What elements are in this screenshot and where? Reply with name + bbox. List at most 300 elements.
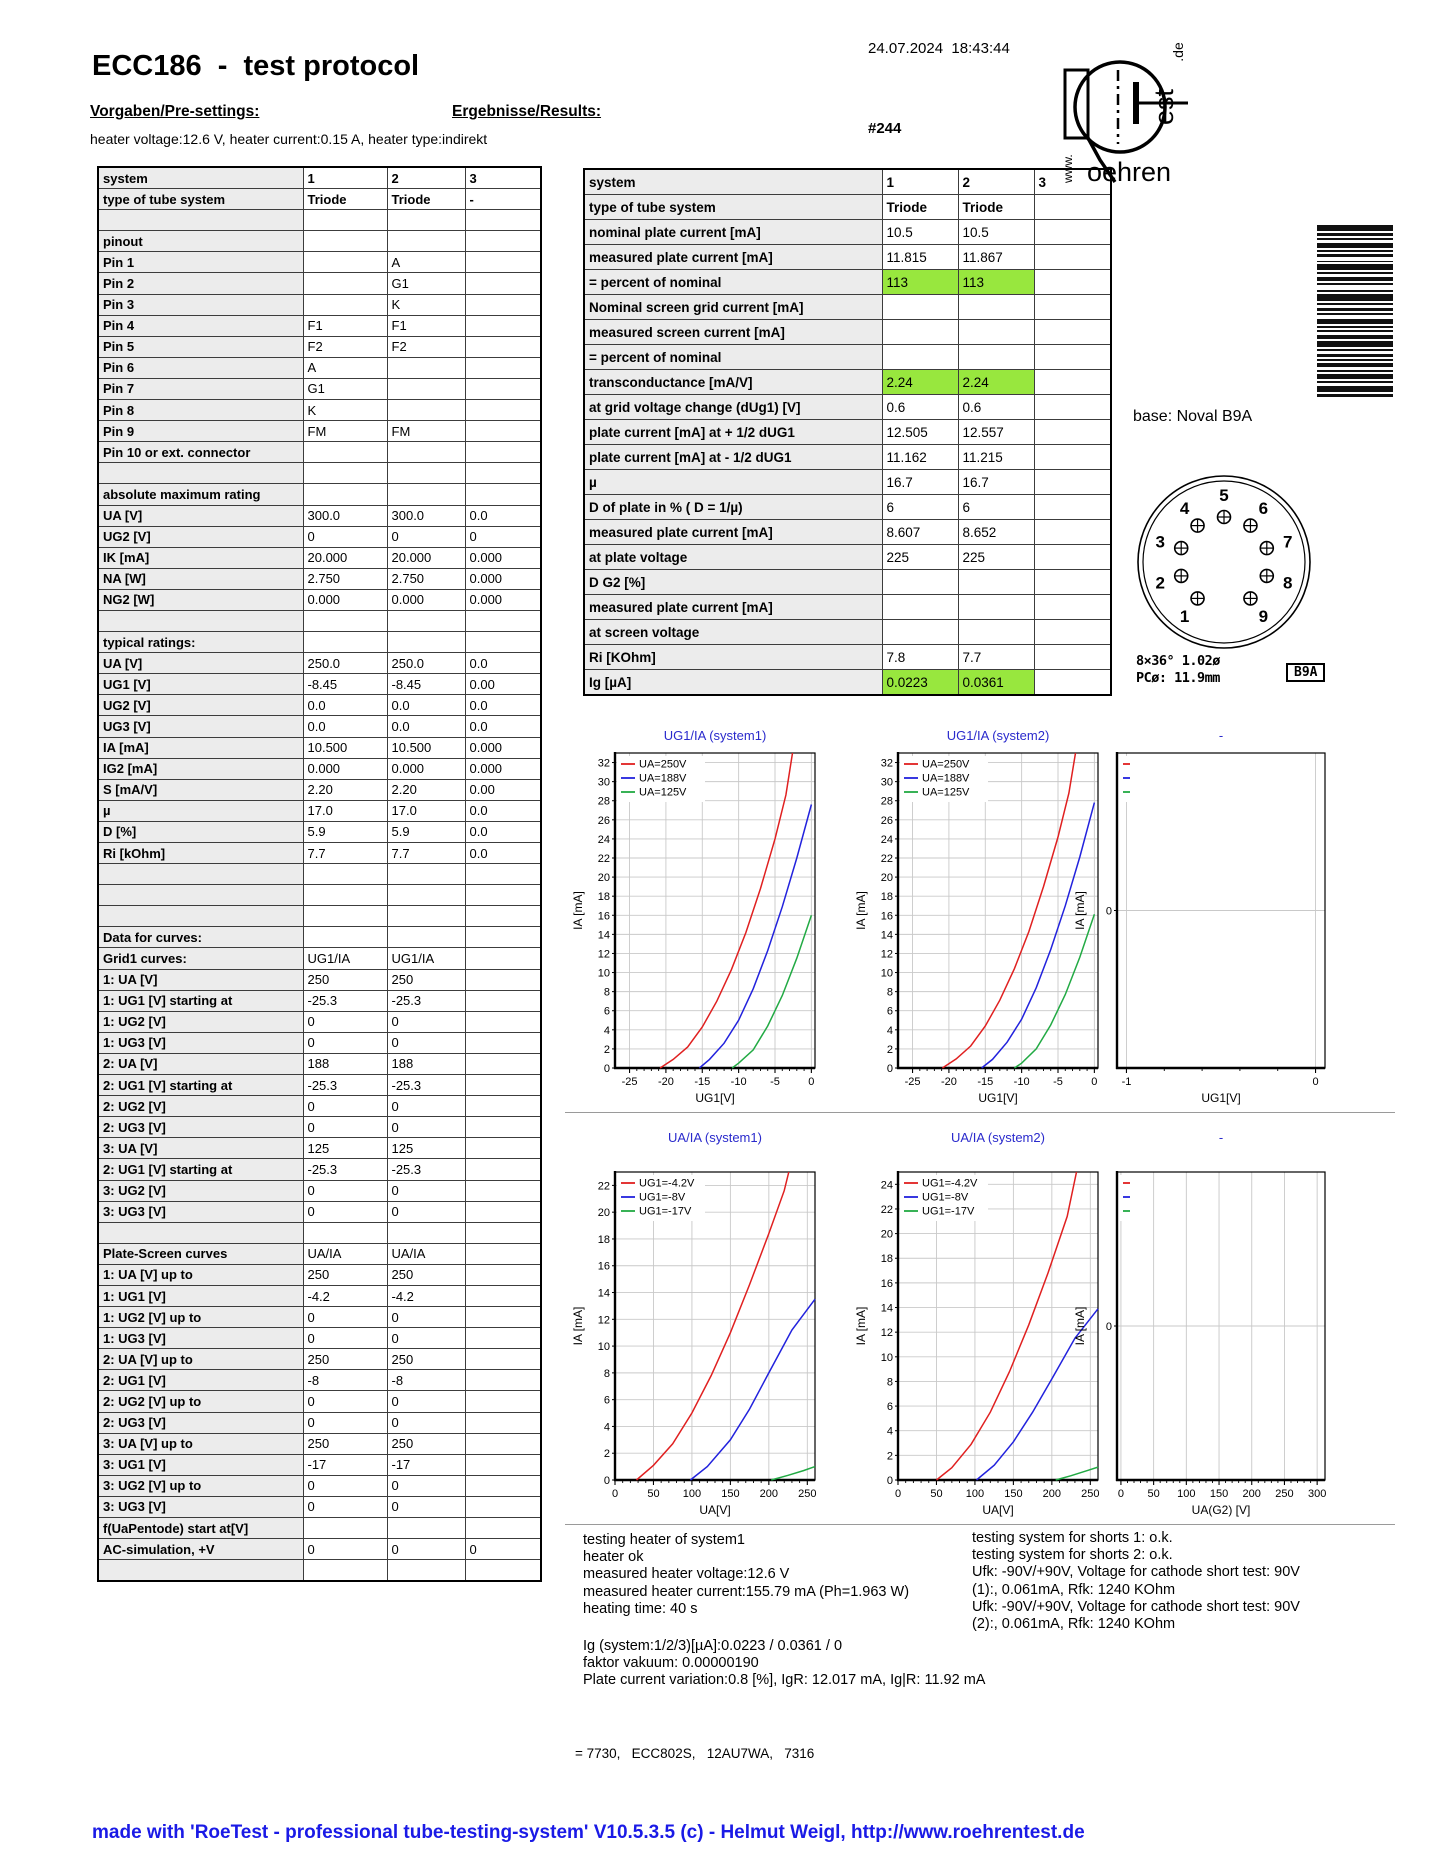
label-cell: 2: UG3 [V] bbox=[98, 1117, 303, 1138]
table-row bbox=[98, 1201, 541, 1222]
y-tick-label: 12 bbox=[597, 948, 610, 961]
y-tick-label: 14 bbox=[597, 1287, 610, 1300]
y-axis-label: IA [mA] bbox=[854, 1306, 868, 1346]
value-cell: Triode bbox=[958, 195, 1034, 220]
value-cell: Triode bbox=[303, 189, 387, 210]
value-cell bbox=[882, 345, 958, 370]
value-cell: 188 bbox=[303, 1053, 387, 1074]
label-cell: = percent of nominal bbox=[584, 345, 882, 370]
value-cell bbox=[465, 969, 541, 990]
text-line: Ufk: -90V/+90V, Voltage for cathode short test: 90V bbox=[972, 1564, 1300, 1581]
y-tick-label: 24 bbox=[597, 833, 610, 846]
value-cell: 2.750 bbox=[303, 568, 387, 589]
value-cell: 0.0 bbox=[465, 821, 541, 842]
pin-number: 4 bbox=[1179, 498, 1190, 518]
value-cell bbox=[958, 295, 1034, 320]
value-cell bbox=[882, 570, 958, 595]
label-cell: 1: UA [V] up to bbox=[98, 1264, 303, 1285]
table-row bbox=[98, 463, 541, 484]
value-cell: 0.0223 bbox=[882, 670, 958, 696]
value-cell bbox=[1034, 445, 1111, 470]
heater-settings-line: heater voltage:12.6 V, heater current:0.15 A, heater type:indirekt bbox=[90, 131, 488, 147]
value-cell: 0 bbox=[387, 1412, 465, 1433]
y-tick-label: 4 bbox=[603, 1024, 610, 1037]
value-cell: 0.0 bbox=[387, 716, 465, 737]
value-cell: A bbox=[303, 357, 387, 378]
value-cell bbox=[303, 1222, 387, 1243]
value-cell: 0 bbox=[303, 1412, 387, 1433]
chart-empty-system3-grid bbox=[1072, 726, 1342, 1121]
value-cell bbox=[465, 864, 541, 885]
value-cell bbox=[303, 927, 387, 948]
value-cell bbox=[465, 610, 541, 631]
label-cell bbox=[98, 463, 303, 484]
table-row bbox=[98, 1349, 541, 1370]
value-cell: 0 bbox=[303, 1328, 387, 1349]
legend-label: UG1=-8V bbox=[639, 1191, 686, 1204]
label-cell: Grid1 curves: bbox=[98, 948, 303, 969]
text-line: Ufk: -90V/+90V, Voltage for cathode short test: 90V bbox=[972, 1598, 1300, 1615]
y-tick-label: 10 bbox=[880, 967, 893, 980]
table-row bbox=[98, 1475, 541, 1496]
value-cell bbox=[465, 885, 541, 906]
value-cell: 5.9 bbox=[387, 821, 465, 842]
table-row bbox=[98, 1159, 541, 1180]
label-cell bbox=[98, 610, 303, 631]
table-row bbox=[98, 927, 541, 948]
label-cell: absolute maximum rating bbox=[98, 484, 303, 505]
chart-svg bbox=[570, 726, 830, 1116]
value-cell bbox=[465, 1032, 541, 1053]
y-tick-label: 22 bbox=[597, 853, 610, 865]
socket-caption-line1: 8×36° 1.02ø bbox=[1136, 653, 1220, 669]
label-cell: Pin 4 bbox=[98, 315, 303, 336]
label-cell: 3: UA [V] up to bbox=[98, 1433, 303, 1454]
y-tick-label: 16 bbox=[597, 1260, 610, 1273]
value-cell: 0.0 bbox=[303, 716, 387, 737]
x-tick-label: -5 bbox=[770, 1076, 780, 1088]
label-cell: 1: UG1 [V] bbox=[98, 1285, 303, 1306]
value-cell bbox=[1034, 220, 1111, 245]
value-cell: 0 bbox=[387, 1032, 465, 1053]
value-cell bbox=[303, 231, 387, 252]
chart-ua-ia-system1 bbox=[570, 1128, 830, 1528]
legend-label: UG1=-17V bbox=[639, 1205, 692, 1218]
value-cell bbox=[465, 484, 541, 505]
label-cell: Pin 8 bbox=[98, 400, 303, 421]
value-cell bbox=[387, 210, 465, 231]
x-tick-label: 0 bbox=[611, 1488, 619, 1500]
value-cell: 0.000 bbox=[303, 589, 387, 610]
x-tick-label: 100 bbox=[965, 1488, 985, 1500]
x-axis-label: UA[V] bbox=[699, 1503, 731, 1517]
value-cell bbox=[465, 1307, 541, 1328]
y-tick-label: 0 bbox=[603, 1063, 610, 1075]
value-cell: 0 bbox=[303, 1475, 387, 1496]
value-cell bbox=[387, 632, 465, 653]
table-row bbox=[98, 674, 541, 695]
value-cell bbox=[1034, 620, 1111, 645]
value-cell: 0.6 bbox=[958, 395, 1034, 420]
legend-label: UA=125V bbox=[922, 786, 970, 799]
label-cell: 2: UG2 [V] bbox=[98, 1096, 303, 1117]
table-row bbox=[98, 1011, 541, 1032]
label-cell: µ bbox=[584, 470, 882, 495]
table-row bbox=[584, 195, 1111, 220]
value-cell bbox=[958, 345, 1034, 370]
value-cell: -8.45 bbox=[387, 674, 465, 695]
value-cell bbox=[465, 1518, 541, 1539]
table-row bbox=[98, 1539, 541, 1560]
label-cell: measured plate current [mA] bbox=[584, 245, 882, 270]
x-tick-label: 250 bbox=[1275, 1488, 1294, 1500]
table-row bbox=[584, 245, 1111, 270]
y-tick-label: 6 bbox=[603, 1394, 610, 1407]
label-cell: Ri [kOhm] bbox=[98, 843, 303, 864]
value-cell bbox=[465, 1011, 541, 1032]
label-cell: Data for curves: bbox=[98, 927, 303, 948]
value-cell: 0.00 bbox=[465, 674, 541, 695]
y-tick-label: 26 bbox=[880, 814, 893, 827]
value-cell bbox=[465, 210, 541, 231]
value-cell: -17 bbox=[387, 1454, 465, 1475]
y-tick-label: 0 bbox=[886, 1475, 893, 1487]
value-cell: Triode bbox=[387, 189, 465, 210]
value-cell bbox=[465, 1096, 541, 1117]
value-cell bbox=[958, 620, 1034, 645]
value-cell: -25.3 bbox=[387, 1075, 465, 1096]
label-cell: 1: UG2 [V] up to bbox=[98, 1307, 303, 1328]
value-cell bbox=[465, 357, 541, 378]
y-tick-label: 2 bbox=[603, 1448, 610, 1461]
x-tick-label: 0 bbox=[894, 1488, 902, 1500]
label-cell: system bbox=[98, 167, 303, 189]
value-cell bbox=[387, 357, 465, 378]
value-cell: 20.000 bbox=[387, 547, 465, 568]
value-cell: 0 bbox=[387, 1328, 465, 1349]
value-cell: Triode bbox=[882, 195, 958, 220]
label-cell bbox=[98, 1560, 303, 1582]
value-cell: 225 bbox=[882, 545, 958, 570]
legend-label: UA=188V bbox=[639, 772, 687, 785]
value-cell: 0.000 bbox=[465, 547, 541, 568]
table-row bbox=[584, 645, 1111, 670]
value-cell bbox=[303, 210, 387, 231]
table-row bbox=[98, 906, 541, 927]
value-cell: UA/IA bbox=[387, 1243, 465, 1264]
value-cell: 0.000 bbox=[387, 589, 465, 610]
table-row bbox=[98, 695, 541, 716]
value-cell: 3 bbox=[1034, 169, 1111, 195]
table-row bbox=[584, 169, 1111, 195]
y-axis-label: IA [mA] bbox=[571, 891, 585, 930]
value-cell bbox=[1034, 395, 1111, 420]
value-cell: FM bbox=[387, 421, 465, 442]
label-cell: µ bbox=[98, 800, 303, 821]
value-cell: G1 bbox=[303, 378, 387, 399]
footer-credit: made with 'RoeTest - professional tube-testing-system' V10.5.3.5 (c) - Helmut Weigl, http://www.roehrentest.de bbox=[92, 1822, 1085, 1843]
table-row bbox=[98, 1053, 541, 1074]
label-cell: 2: UA [V] bbox=[98, 1053, 303, 1074]
text-line: Ig (system:1/2/3)[µA]:0.0223 / 0.0361 / 0 bbox=[583, 1638, 843, 1654]
y-tick-label: 14 bbox=[880, 1302, 893, 1315]
table-row bbox=[98, 1138, 541, 1159]
value-cell bbox=[1034, 520, 1111, 545]
table-row bbox=[98, 843, 541, 864]
value-cell: -25.3 bbox=[303, 1159, 387, 1180]
y-tick-label: 22 bbox=[880, 853, 893, 865]
table-row bbox=[98, 1222, 541, 1243]
value-cell: 2.20 bbox=[387, 779, 465, 800]
value-cell bbox=[387, 378, 465, 399]
value-cell: F2 bbox=[387, 336, 465, 357]
value-cell: 0.0 bbox=[465, 843, 541, 864]
y-tick-label: 8 bbox=[603, 986, 610, 999]
table-row bbox=[98, 400, 541, 421]
value-cell bbox=[387, 463, 465, 484]
y-tick-label: 24 bbox=[880, 833, 893, 846]
label-cell: 1: UG3 [V] bbox=[98, 1328, 303, 1349]
value-cell: 7.7 bbox=[303, 843, 387, 864]
label-cell bbox=[98, 906, 303, 927]
table-row bbox=[98, 948, 541, 969]
value-cell: UA/IA bbox=[303, 1243, 387, 1264]
value-cell bbox=[465, 1560, 541, 1582]
table-row bbox=[98, 1075, 541, 1096]
table-row bbox=[98, 589, 541, 610]
value-cell bbox=[465, 990, 541, 1011]
value-cell: 0 bbox=[303, 1011, 387, 1032]
value-cell: UG1/IA bbox=[387, 948, 465, 969]
table-row bbox=[98, 1243, 541, 1264]
value-cell: 0.0 bbox=[465, 716, 541, 737]
y-tick-label: 10 bbox=[597, 1341, 610, 1354]
chart-title: UA/IA (system2) bbox=[951, 1130, 1045, 1145]
value-cell: 0.6 bbox=[882, 395, 958, 420]
value-cell: 250 bbox=[387, 969, 465, 990]
legend-label: UA=250V bbox=[639, 758, 687, 771]
x-tick-label: 0 bbox=[1091, 1076, 1098, 1088]
y-tick-label: 28 bbox=[880, 795, 893, 808]
label-cell: UG3 [V] bbox=[98, 716, 303, 737]
table-row bbox=[98, 273, 541, 294]
value-cell bbox=[465, 1454, 541, 1475]
table-row bbox=[98, 294, 541, 315]
table-row bbox=[98, 653, 541, 674]
value-cell bbox=[882, 620, 958, 645]
text-line: testing system for shorts 2: o.k. bbox=[972, 1547, 1173, 1564]
value-cell: 0.0361 bbox=[958, 670, 1034, 696]
x-tick-label: 100 bbox=[1177, 1488, 1196, 1500]
value-cell bbox=[1034, 595, 1111, 620]
label-cell: at plate voltage bbox=[584, 545, 882, 570]
value-cell: 250 bbox=[387, 1349, 465, 1370]
label-cell: nominal plate current [mA] bbox=[584, 220, 882, 245]
value-cell bbox=[387, 610, 465, 631]
value-cell: 2 bbox=[387, 167, 465, 189]
label-cell bbox=[98, 885, 303, 906]
label-cell: 1: UG3 [V] bbox=[98, 1032, 303, 1053]
table-row bbox=[98, 526, 541, 547]
table-row bbox=[584, 370, 1111, 395]
value-cell bbox=[1034, 320, 1111, 345]
logo-de-text: .de bbox=[1170, 42, 1186, 62]
equivalent-tubes-line: = 7730, ECC802S, 12AU7WA, 7316 bbox=[575, 1746, 815, 1761]
table-row bbox=[98, 1285, 541, 1306]
table-row bbox=[584, 495, 1111, 520]
label-cell: Pin 7 bbox=[98, 378, 303, 399]
value-cell: 10.5 bbox=[958, 220, 1034, 245]
value-cell bbox=[1034, 345, 1111, 370]
value-cell: 0.000 bbox=[387, 758, 465, 779]
table-row bbox=[98, 357, 541, 378]
value-cell bbox=[465, 442, 541, 463]
y-tick-label: 20 bbox=[597, 872, 610, 885]
value-cell bbox=[387, 864, 465, 885]
label-cell: Pin 1 bbox=[98, 252, 303, 273]
label-cell: NA [W] bbox=[98, 568, 303, 589]
logo-oehren-text: oehren bbox=[1087, 157, 1172, 187]
value-cell: 300.0 bbox=[387, 505, 465, 526]
table-row bbox=[98, 737, 541, 758]
x-tick-label: 50 bbox=[647, 1488, 660, 1500]
y-tick-label: 6 bbox=[886, 1401, 893, 1414]
value-cell: 113 bbox=[958, 270, 1034, 295]
series-line bbox=[699, 805, 811, 1069]
value-cell bbox=[387, 400, 465, 421]
value-cell: -17 bbox=[303, 1454, 387, 1475]
value-cell: 11.162 bbox=[882, 445, 958, 470]
chart-title: UA/IA (system1) bbox=[668, 1130, 762, 1145]
x-tick-label: 250 bbox=[798, 1488, 817, 1500]
y-tick-label: 16 bbox=[880, 1277, 893, 1290]
value-cell: 0 bbox=[387, 1201, 465, 1222]
y-tick-label: 2 bbox=[603, 1043, 610, 1056]
value-cell bbox=[303, 294, 387, 315]
value-cell: F2 bbox=[303, 336, 387, 357]
value-cell: 10.5 bbox=[882, 220, 958, 245]
table-row bbox=[98, 716, 541, 737]
value-cell: 0 bbox=[303, 1307, 387, 1328]
label-cell: 2: UA [V] up to bbox=[98, 1349, 303, 1370]
value-cell bbox=[465, 1201, 541, 1222]
value-cell: -8 bbox=[387, 1370, 465, 1391]
label-cell: Ig [µA] bbox=[584, 670, 882, 696]
x-tick-label: -10 bbox=[1013, 1076, 1030, 1088]
table-row bbox=[584, 445, 1111, 470]
y-tick-label: 16 bbox=[597, 910, 610, 923]
table-row bbox=[98, 864, 541, 885]
table-row bbox=[584, 545, 1111, 570]
pin-number: 1 bbox=[1179, 607, 1190, 627]
label-cell: D of plate in % ( D = 1/µ) bbox=[584, 495, 882, 520]
value-cell: -4.2 bbox=[387, 1285, 465, 1306]
label-cell: 3: UG3 [V] bbox=[98, 1201, 303, 1222]
table-row bbox=[98, 1560, 541, 1582]
label-cell: typical ratings: bbox=[98, 632, 303, 653]
label-cell: 3: UA [V] bbox=[98, 1138, 303, 1159]
value-cell bbox=[465, 632, 541, 653]
value-cell: 0 bbox=[465, 526, 541, 547]
value-cell: 0 bbox=[387, 1475, 465, 1496]
table-row bbox=[98, 1518, 541, 1539]
socket-diagram bbox=[1135, 473, 1315, 663]
x-axis-label: UA(G2) [V] bbox=[1191, 1503, 1251, 1517]
label-cell: D G2 [%] bbox=[584, 570, 882, 595]
value-cell bbox=[465, 927, 541, 948]
x-tick-label: 0 bbox=[1117, 1488, 1124, 1500]
value-cell bbox=[303, 632, 387, 653]
value-cell: 6 bbox=[882, 495, 958, 520]
label-cell: D [%] bbox=[98, 821, 303, 842]
label-cell: UA [V] bbox=[98, 505, 303, 526]
x-tick-label: -25 bbox=[904, 1076, 921, 1088]
value-cell bbox=[465, 294, 541, 315]
value-cell bbox=[465, 400, 541, 421]
value-cell bbox=[1034, 645, 1111, 670]
table-row bbox=[98, 252, 541, 273]
x-tick-label: -20 bbox=[657, 1076, 674, 1088]
text-line: measured heater voltage:12.6 V bbox=[583, 1566, 790, 1583]
value-cell: 10.500 bbox=[387, 737, 465, 758]
value-cell: 0 bbox=[303, 1180, 387, 1201]
y-tick-label: 22 bbox=[880, 1203, 893, 1216]
label-cell: 3: UG1 [V] bbox=[98, 1454, 303, 1475]
value-cell bbox=[465, 1433, 541, 1454]
x-tick-label: 250 bbox=[1081, 1488, 1100, 1500]
value-cell bbox=[465, 1180, 541, 1201]
value-cell bbox=[303, 484, 387, 505]
label-cell: Ri [KOhm] bbox=[584, 645, 882, 670]
value-cell bbox=[465, 1243, 541, 1264]
value-cell: 0 bbox=[387, 1391, 465, 1412]
value-cell bbox=[387, 231, 465, 252]
label-cell: 2: UG1 [V] bbox=[98, 1370, 303, 1391]
chart-title: UG1/IA (system1) bbox=[663, 728, 767, 743]
value-cell bbox=[303, 885, 387, 906]
value-cell bbox=[303, 1518, 387, 1539]
table-row bbox=[98, 990, 541, 1011]
label-cell: 3: UG2 [V] bbox=[98, 1180, 303, 1201]
table-row bbox=[98, 336, 541, 357]
value-cell bbox=[303, 463, 387, 484]
value-cell bbox=[303, 1560, 387, 1582]
label-cell: = percent of nominal bbox=[584, 270, 882, 295]
y-tick-label: 16 bbox=[880, 910, 893, 923]
value-cell: 7.8 bbox=[882, 645, 958, 670]
chart-title: - bbox=[1218, 728, 1224, 743]
x-tick-label: -1 bbox=[1121, 1076, 1132, 1088]
label-cell: AC-simulation, +V bbox=[98, 1539, 303, 1560]
value-cell: 8.607 bbox=[882, 520, 958, 545]
legend-label: UA=188V bbox=[922, 772, 970, 785]
value-cell bbox=[387, 442, 465, 463]
table-row bbox=[98, 1328, 541, 1349]
label-cell: measured plate current [mA] bbox=[584, 520, 882, 545]
value-cell bbox=[465, 315, 541, 336]
value-cell bbox=[387, 885, 465, 906]
text-line: heating time: 40 s bbox=[583, 1600, 698, 1617]
label-cell: 1: UG2 [V] bbox=[98, 1011, 303, 1032]
value-cell: 250 bbox=[303, 1264, 387, 1285]
table-row bbox=[98, 1264, 541, 1285]
label-cell bbox=[98, 210, 303, 231]
y-tick-label: 0 bbox=[1105, 1321, 1112, 1333]
value-cell: -25.3 bbox=[387, 1159, 465, 1180]
table-row bbox=[98, 1496, 541, 1517]
text-line: heater ok bbox=[583, 1549, 644, 1566]
label-cell: S [mA/V] bbox=[98, 779, 303, 800]
